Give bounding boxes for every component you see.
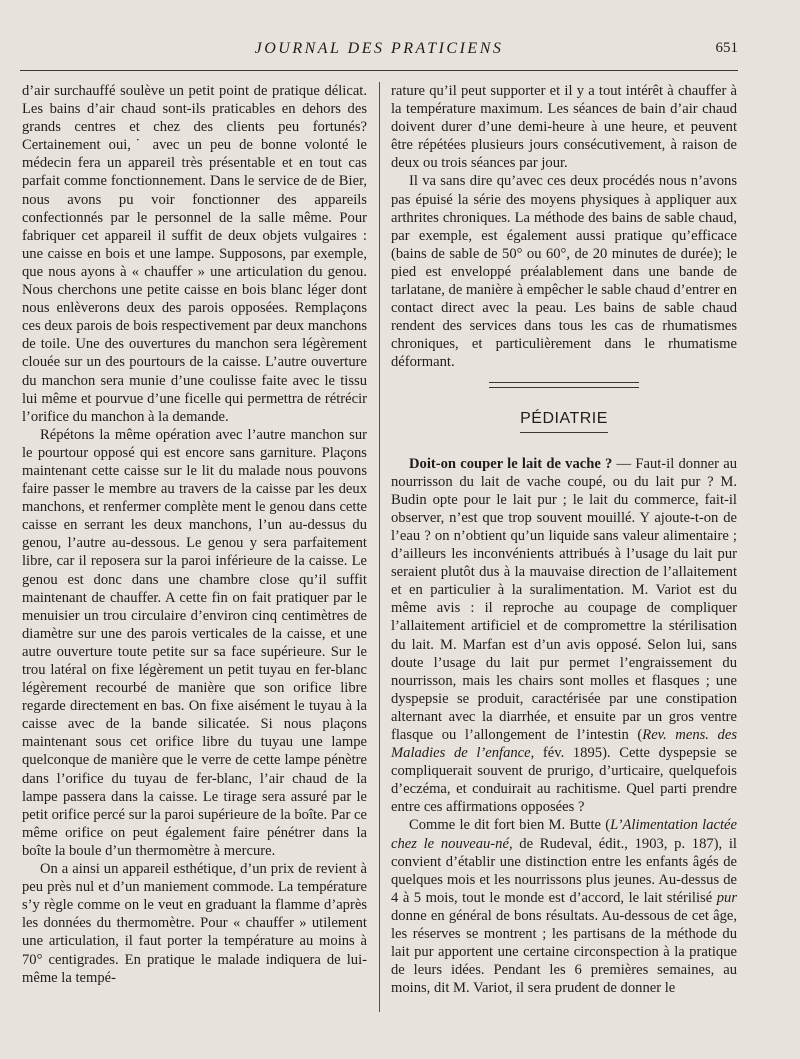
article-lead-title: Doit-on couper le lait de vache ?: [409, 455, 613, 472]
article-text: , fév. 1895). Cette dyspepsie se compliquerait souvent de prurigo, d’urticaire, quelquefois d’eczéma, et conduirait au rachitisme. Quel parti prendre entre ces affirmations opposées ?: [391, 745, 737, 816]
section-title: PÉDIATRIE: [520, 409, 608, 427]
page-number: 651: [715, 40, 738, 56]
section-separator: [489, 382, 639, 388]
article-pediatrie: [391, 455, 737, 998]
header-rule: [20, 70, 738, 71]
paragraph: rature qu’il peut supporter et il y a tout intérêt à chauffer à la température maximum. Les séances de bain d’air chaud doivent durer d’une demi-heure à une heure, et peuvent être répétées plusieurs jours consécutivement, à raison de deux ou trois séances par jour.: [391, 83, 737, 172]
left-column: [22, 82, 367, 987]
article-paragraph: [391, 816, 737, 997]
article-text: Comme le dit fort bien M. Butte (: [409, 817, 611, 834]
article-text: donne en général de bons résultats. Au-dessous de cet âge, les réserves se montrent ; les partisans de la méthode du lait pur apportent une certaine circonspection à la pratique de leurs idées. Pendant les 6 premières semaines, au moins, dit M. Variot, il sera prudent de donner le: [391, 907, 737, 997]
paragraph: On a ainsi un appareil esthétique, d’un prix de revient à peu près nul et d’un maniement commode. La température s’y règle comme on le veut en graduant la flamme d’après les données du thermomètre. Pour « chauffer » utilement une articulation, il faut porter la température au moins à 70° centigrades. En pratique le malade indiquera de lui-même la tempé-: [22, 861, 367, 986]
paragraph: Il va sans dire qu’avec ces deux procédés nous n’avons pas épuisé la série des moyens physiques à appliquer aux arthrites chroniques. La méthode des bains de sable chaud, par exemple, est également aussi pratique qu’efficace (bains de sable de 50° ou 60°, de 20 minutes de durée); le pied est enveloppé préalablement dans une bande de tarlatane, de manière à empêcher le sable chaud d’entrer en contact direct avec la peau. Les bains de sable chaud rendent des services dans tous les cas de rhumatismes chroniques, et particulièrement dans le rhumatisme déformant.: [391, 173, 737, 371]
citation: L’Alimentation lactée chez le nouveau-né: [391, 817, 737, 852]
emphasis: pur: [716, 889, 737, 906]
page-header: [20, 40, 738, 62]
citation: Rev. mens. des Maladies de l’enfance: [391, 727, 737, 762]
article-text: , de Rudeval, édit., 1903, p. 187), il convient d’établir une distinction entre les enfants âgés de quelques mois et les nourrissons plus jeunes. Au-dessus de 4 à 5 mois, tout le monde est d’accord, le lait stérilisé: [391, 835, 737, 906]
paragraph: d’air surchauffé soulève un petit point de pratique délicat. Les bains d’air chaud sont-ils praticables en dehors des grands centres et chez des clients peu fortunés? Certainement oui,˙ avec un peu de bonne volonté le médecin fera un appareil très présentable et en tout cas parfait comme fonctionnement. Dans le service de de Bier, nous avons pu voir fonctionner des appareils confectionnés par le personnel de la salle même. Pour fabriquer cet appareil il suffit de deux objets vulgaires : une caisse en bois et une lampe. Supposons, par exemple, que nous ayons à « chauffer » une articulation du genou. Nous cherchons une petite caisse en bois blanc léger dont nous enlèverons deux des parois opposées. Remplaçons ces deux parois de bois respectivement par deux manchons de toile. Une des ouvertures du manchon sera légèrement clouée sur un des pourtours de la caisse. L’autre ouverture du manchon sera munie d’une coulisse faite avec le tissu lui même et pourvue d’une ficelle qui permettra de rétrécir l’orifice du manchon à la demande.: [22, 83, 367, 425]
running-title: JOURNAL DES PRATICIENS: [254, 40, 504, 57]
section-title-underline: [520, 432, 608, 433]
paragraph: Répétons la même opération avec l’autre manchon sur le pourtour opposé qui est encore sans garniture. Plaçons maintenant cette caisse sur le lit du malade nous pouvons faire passer le membre au travers de la caisse par les deux manchons, et renfermer complète ment le genou dans cette caisse en serrant les deux manchons, l’un au-dessus du genou, l’autre au-dessous. Le genou y sera parfaitement libre, car il reposera sur la paroi inférieure de la caisse. Le genou est donc dans une chambre close qu’il suffit maintenant de chauffer. A cette fin on fait pratiquer par le menuisier un trou circulaire d’environ cinq centimètres de diamètre sur une des parois verticales de la caisse, et une autre ouverture toute petite sur sa face supérieure. Sur le trou latéral on fixe légèrement un petit tuyau en fer-blanc légèrement recourbé de manière que son orifice libre regarde directement en bas. On fixe aisément le tuyau à la caisse avec de la bande silicatée. Si nous plaçons maintenant sous cet orifice libre du tuyau une lampe quelconque de manière que le verre de cette lampe pénètre dans l’orifice du tuyau de fer-blanc, l’air chaud de la lampe passera dans la caisse. Le tirage sera assuré par le petit orifice percé sur la paroi supérieure de la boîte. Par ce même orifice on peut également faire pénétrer dans la boîte la boule d’un thermomètre à mercure.: [22, 426, 367, 859]
article-text: — Faut-il donner au nourrisson du lait de vache coupé, ou du lait pur ? M. Budin opte pour le lait pur ; le lait du commerce, fait-il observer, n’est que trop souvent mouillé. Y ajoute-t-on de l’eau ? on n’obtient qu’un liquide sans valeur alimentaire ; d’ailleurs les inconvénients attribués à l’usage du lait pur seraient plutôt dus à la mauvaise direction de l’allaitement et en particulier à la suralimentation. M. Variot est du même avis : il reproche au coupage de compliquer l’allaitement artificiel et de compromettre la stérilisation du lait. M. Marfan est d’un avis opposé. Selon lui, sans doute l’usage du lait pur permet l’engraissement du nourrisson, mais les chairs sont molles et flasques ; une dyspepsie se produit, caractérisée par une constipation alternant avec la diarrhée, et ensuite par un gros ventre flasque ou l’allongement de l’intestin (: [391, 455, 737, 743]
right-column: [391, 82, 737, 997]
column-divider: [379, 82, 380, 1012]
article-paragraph: [391, 455, 737, 817]
